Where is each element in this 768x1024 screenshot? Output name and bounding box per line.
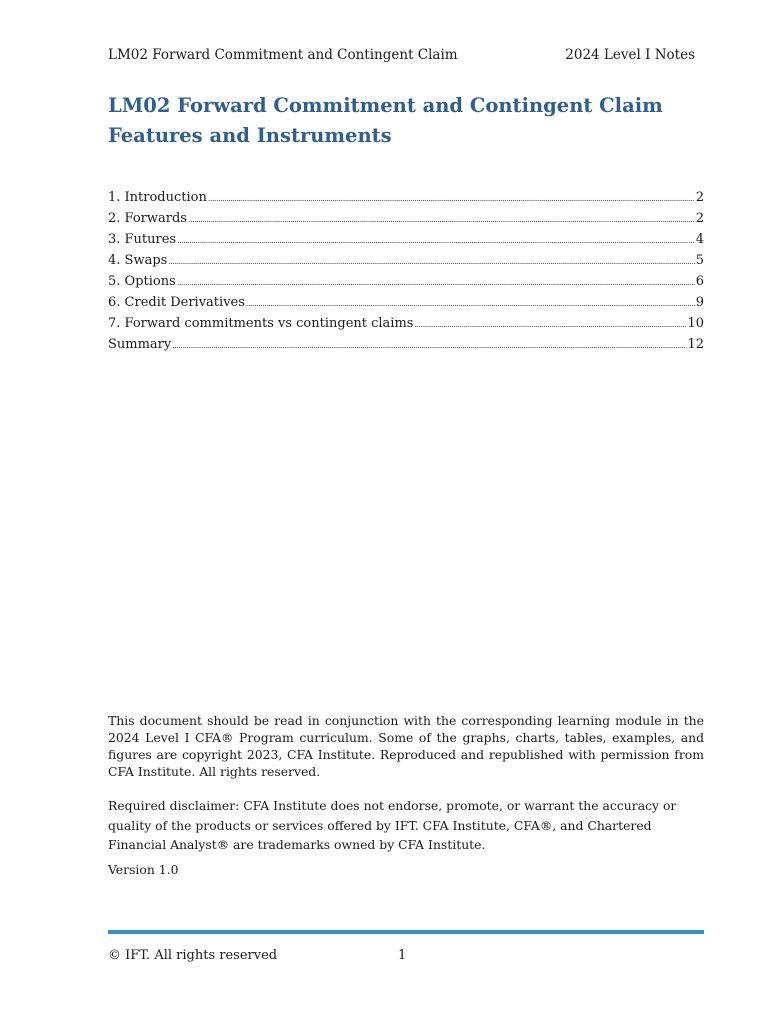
toc-entry-title: 7. Forward commitments vs contingent claims bbox=[108, 316, 414, 331]
toc-entry-title: 6. Credit Derivatives bbox=[108, 295, 245, 310]
toc-entry-futures[interactable] bbox=[108, 229, 704, 250]
table-of-contents bbox=[108, 187, 704, 355]
toc-leader-dots bbox=[208, 188, 695, 208]
page-header bbox=[108, 46, 695, 64]
footer-divider bbox=[108, 930, 704, 934]
footer-copyright: © IFT. All rights reserved bbox=[108, 948, 278, 963]
toc-entry-forward-vs-contingent[interactable] bbox=[108, 313, 704, 334]
toc-entry-title: 3. Futures bbox=[108, 232, 177, 247]
header-module-title: LM02 Forward Commitment and Contingent Claim bbox=[108, 47, 458, 63]
toc-leader-dots bbox=[177, 230, 695, 250]
header-notes-label: 2024 Level I Notes bbox=[565, 47, 695, 63]
toc-entry-introduction[interactable] bbox=[108, 187, 704, 208]
toc-leader-dots bbox=[414, 314, 686, 334]
toc-leader-dots bbox=[168, 251, 694, 271]
toc-entry-summary[interactable] bbox=[108, 334, 704, 355]
toc-entry-forwards[interactable] bbox=[108, 208, 704, 229]
toc-entry-page: 2 bbox=[695, 190, 704, 205]
toc-entry-title: Summary bbox=[108, 337, 172, 352]
copyright-notice: This document should be read in conjunction with the corresponding learning module in the 2024 Level I CFA® Program curriculum. Some of the graphs, charts, tables, examples, and figures are copyright 2023, CFA Institute. Reproduced and republished with permission from CFA Institute. All rights reserved. bbox=[108, 713, 704, 779]
toc-entry-page: 4 bbox=[695, 232, 704, 247]
footer-page-number: 1 bbox=[398, 948, 407, 963]
toc-entry-credit-derivatives[interactable] bbox=[108, 292, 704, 313]
version-label: Version 1.0 bbox=[108, 861, 179, 877]
toc-leader-dots bbox=[177, 272, 695, 292]
toc-entry-swaps[interactable] bbox=[108, 250, 704, 271]
toc-entry-title: 4. Swaps bbox=[108, 253, 168, 268]
document-title: LM02 Forward Commitment and Contingent Claim Features and Instruments bbox=[108, 94, 663, 147]
toc-entry-page: 12 bbox=[687, 337, 704, 352]
toc-entry-page: 6 bbox=[695, 274, 704, 289]
toc-entry-page: 5 bbox=[695, 253, 704, 268]
toc-leader-dots bbox=[188, 209, 695, 229]
toc-entry-page: 9 bbox=[695, 295, 704, 310]
toc-leader-dots bbox=[246, 293, 695, 313]
toc-leader-dots bbox=[172, 335, 686, 355]
toc-entry-page: 10 bbox=[687, 316, 704, 331]
toc-entry-title: 2. Forwards bbox=[108, 211, 187, 226]
toc-entry-page: 2 bbox=[695, 211, 704, 226]
toc-entry-title: 5. Options bbox=[108, 274, 176, 289]
toc-entry-title: 1. Introduction bbox=[108, 190, 207, 205]
required-disclaimer: Required disclaimer: CFA Institute does not endorse, promote, or warrant the accuracy or quality of the products or services offered by IFT. CFA Institute, CFA®, and Chartered Financial Analyst® are trademarks owned by CFA Institute. bbox=[108, 798, 677, 852]
toc-entry-options[interactable] bbox=[108, 271, 704, 292]
disclaimer-block bbox=[108, 712, 704, 878]
